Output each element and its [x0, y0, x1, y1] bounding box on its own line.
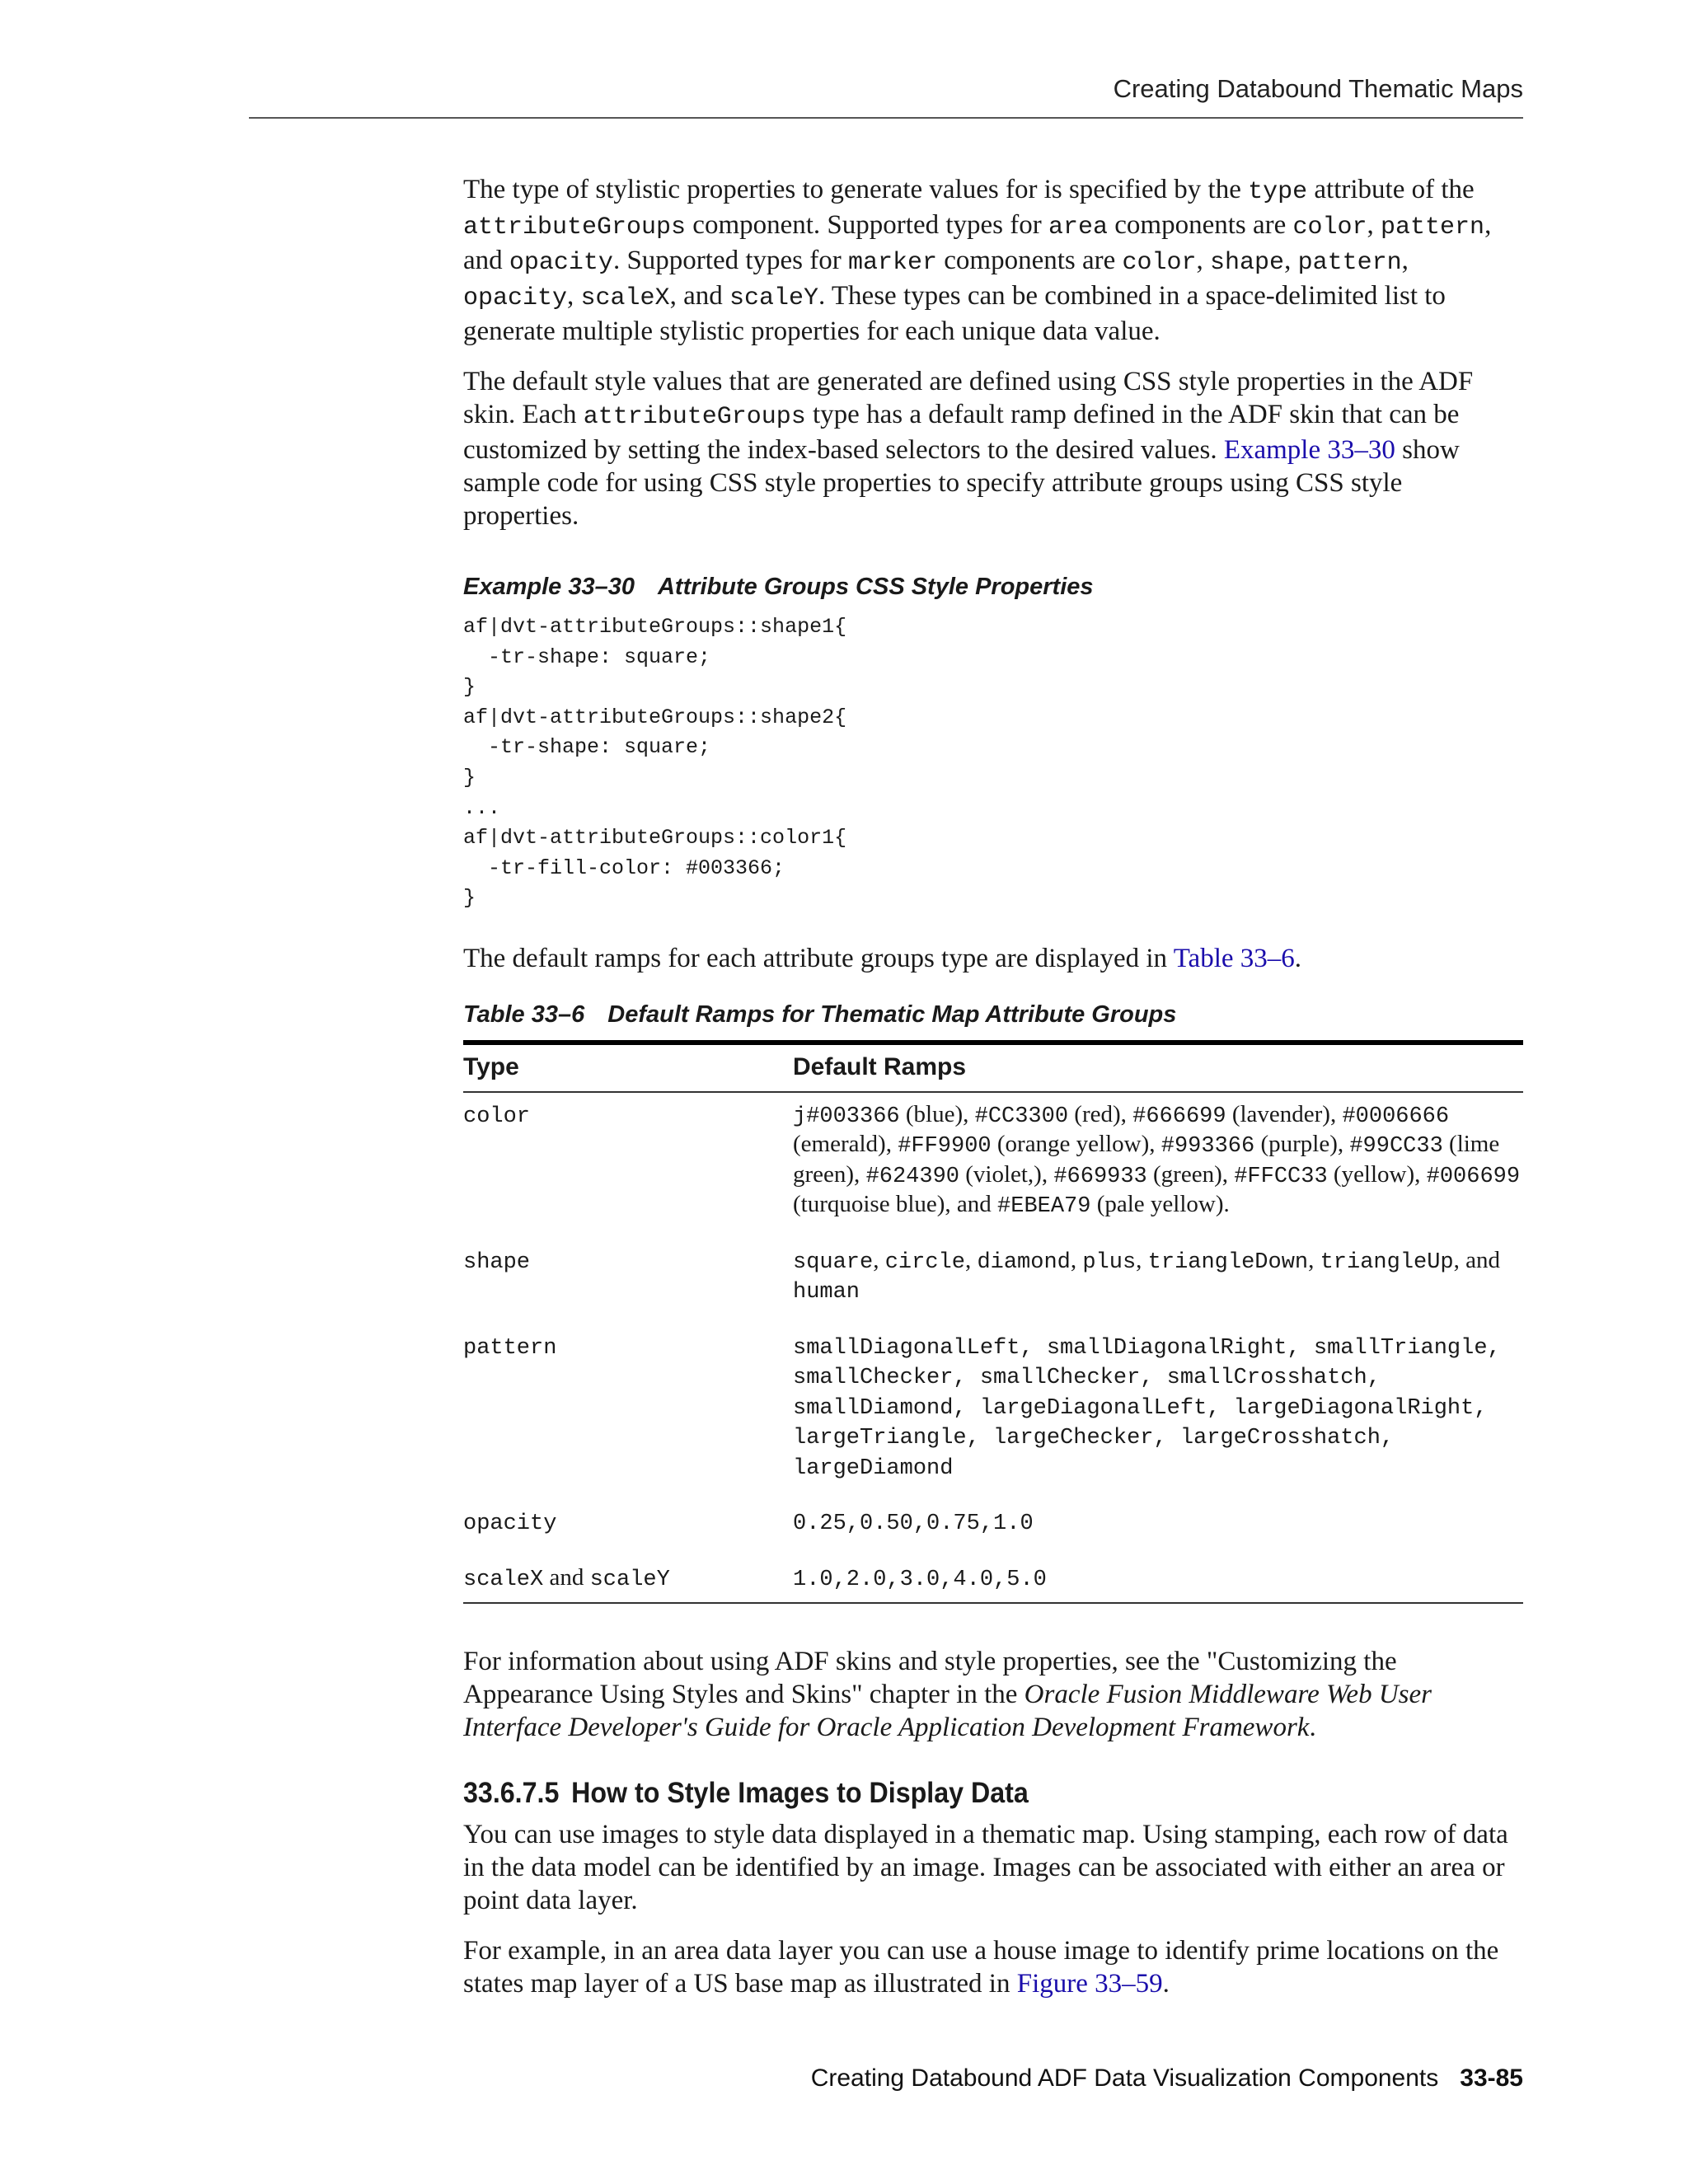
page-content [463, 173, 1523, 2018]
text: , [1196, 246, 1211, 275]
text: . [1309, 1713, 1316, 1743]
code-term: scaleY [729, 284, 818, 312]
color-code: #993366 [1160, 1134, 1255, 1160]
text: components are [937, 246, 1123, 275]
type-cell [463, 1324, 793, 1501]
paragraph-default-style-values [463, 365, 1523, 532]
code-term: color [1122, 249, 1197, 277]
color-code: #FF9900 [898, 1134, 992, 1160]
type-value: scaleX [463, 1567, 544, 1592]
text: , [1284, 246, 1298, 275]
text: , and [463, 210, 1492, 275]
type-cell [463, 1239, 793, 1324]
code-term: attributeGroups [583, 403, 806, 431]
text: . [1294, 943, 1302, 973]
text: . These types can be combined in a space-delimited list to generate multiple stylistic properties for each unique data value. [463, 281, 1446, 346]
shape-value: plus [1082, 1249, 1137, 1275]
ramp-cell [793, 1556, 1523, 1604]
text: , [567, 281, 581, 311]
color-desc: (violet,), [959, 1160, 1054, 1188]
text: The default style values that are generated are defined using CSS style properties in the ADF skin. Each [463, 367, 1474, 429]
code-term: opacity [463, 284, 568, 312]
type-value: opacity [463, 1511, 557, 1537]
text: type has a default ramp defined in the ADF skin that can be customized by setting the index-based selectors to the desired values. [463, 400, 1460, 465]
example-number: Example 33–30 [463, 574, 635, 600]
table-caption [463, 1001, 1523, 1029]
color-desc: (orange yellow), [991, 1131, 1161, 1158]
footer-title: Creating Databound ADF Data Visualization Components [810, 2064, 1439, 2092]
separator: , [873, 1246, 885, 1273]
text: show sample code for using CSS style properties to specify attribute groups using CSS style properties. [463, 435, 1460, 531]
table-title: Default Ramps for Thematic Map Attribute Groups [607, 1001, 1177, 1028]
example-title: Attribute Groups CSS Style Properties [657, 574, 1094, 600]
example-caption [463, 574, 1523, 601]
text: For information about using ADF skins and style properties, see the "Customizing the Appearance Using Styles and Skins" chapter in the [463, 1647, 1397, 1710]
text: attribute of the [1307, 175, 1475, 204]
type-value: pattern [463, 1335, 557, 1361]
ramp-cell [793, 1239, 1523, 1324]
table-row [463, 1324, 1523, 1501]
shape-value: triangleDown [1147, 1249, 1309, 1275]
paragraph-skins-reference [463, 1645, 1523, 1744]
text: . Supported types for [612, 246, 848, 275]
code-term: attributeGroups [463, 213, 687, 241]
default-ramps-table [463, 1040, 1523, 1605]
code-term: pattern [1297, 249, 1402, 277]
type-value: shape [463, 1249, 531, 1275]
paragraph-images-intro: You can use images to style data displayed in a thematic map. Using stamping, each row of data in the data model can be identified by an image. Images can be associated with either an area or point data layer. [463, 1820, 1508, 1916]
table-row [463, 1556, 1523, 1604]
type-value: color [463, 1104, 531, 1129]
shape-value: triangleUp [1320, 1249, 1454, 1275]
scale-values: 1.0,2.0,3.0,4.0,5.0 [793, 1567, 1047, 1592]
text: components are [1108, 210, 1293, 240]
separator: , [964, 1246, 978, 1273]
section-number: 33.6.7.5 [463, 1777, 560, 1810]
type-cell [463, 1092, 793, 1239]
ramp-cell [793, 1324, 1523, 1501]
color-code: j#003366 [793, 1104, 900, 1129]
table-row [463, 1239, 1523, 1324]
table-33-6-link[interactable]: Table 33–6 [1173, 943, 1295, 973]
separator: , [1308, 1246, 1320, 1273]
color-code: #669933 [1053, 1164, 1147, 1189]
color-desc: (green), [1146, 1160, 1235, 1188]
color-code: #0006666 [1342, 1104, 1450, 1129]
text: The default ramps for each attribute groups type are displayed in [463, 943, 1174, 973]
separator: , and [1453, 1246, 1501, 1273]
shape-value: square [793, 1249, 874, 1275]
pattern-values: smallDiagonalLeft, smallDiagonalRight, smallTriangle, smallChecker, smallChecker, smallCrosshatch, smallDiamond, largeDiagonalLeft, largeDiagonalRight, largeTriangle, largeChecker, largeCrosshatch, largeDiamond [793, 1335, 1501, 1481]
type-cell [463, 1500, 793, 1556]
color-code: #CC3300 [974, 1104, 1069, 1129]
type-cell [463, 1556, 793, 1604]
text: For example, in an area data layer you can use a house image to identify prime locations on the states map layer of a US base map as illustrated in [463, 1936, 1499, 1999]
code-term: shape [1210, 249, 1285, 277]
column-header-type: Type [463, 1043, 793, 1092]
paragraph-table-reference [463, 942, 1523, 975]
text: , [1401, 246, 1409, 275]
color-desc: (lime green), [793, 1131, 1500, 1188]
paragraph-example-house-image [463, 1934, 1523, 2000]
table-row [463, 1092, 1523, 1239]
table-row [463, 1500, 1523, 1556]
text: , and [669, 281, 729, 311]
color-code: #666699 [1132, 1104, 1226, 1129]
running-header-title: Creating Databound Thematic Maps [1113, 74, 1523, 103]
book-title: Oracle Fusion Middleware Web User Interface Developer's Guide for Oracle Application Development Framework [463, 1680, 1432, 1743]
type-value: scaleY [589, 1567, 670, 1592]
color-desc: (lavender), [1226, 1100, 1343, 1127]
shape-value: diamond [977, 1249, 1071, 1275]
shape-value: circle [884, 1249, 965, 1275]
running-header [249, 73, 1523, 119]
ramp-cell [793, 1092, 1523, 1239]
section-title: How to Style Images to Display Data [571, 1777, 1029, 1810]
code-term: pattern [1381, 213, 1485, 241]
code-example: af|dvt-attributeGroups::shape1{ -tr-shape: square; } af|dvt-attributeGroups::shape2{ -tr-shape: square; } ... af|dvt-attributeGroups::color1{ -tr-fill-color: #003366; } [463, 615, 847, 911]
example-33-30-link[interactable]: Example 33–30 [1223, 435, 1395, 465]
code-term: scaleX [580, 284, 670, 312]
text: The type of stylistic properties to generate values for is specified by the [463, 175, 1249, 204]
color-code: #EBEA79 [997, 1194, 1091, 1220]
color-desc: (purple), [1254, 1131, 1350, 1158]
color-desc: (yellow), [1327, 1160, 1427, 1188]
color-code: #FFCC33 [1234, 1164, 1328, 1189]
ramp-cell [793, 1500, 1523, 1556]
column-header-default-ramps: Default Ramps [793, 1043, 1523, 1092]
color-desc: (pale yellow). [1090, 1191, 1230, 1218]
code-term: marker [847, 249, 938, 277]
color-code: #99CC33 [1349, 1134, 1443, 1160]
color-desc: (emerald), [793, 1131, 898, 1158]
color-desc: (blue), [899, 1100, 975, 1127]
table-number: Table 33–6 [463, 1001, 585, 1028]
color-desc: (red), [1068, 1100, 1133, 1127]
text: component. Supported types for [686, 210, 1048, 240]
separator: and [543, 1563, 590, 1591]
page-number: 33-85 [1460, 2064, 1523, 2092]
color-code: #624390 [865, 1164, 959, 1189]
separator: , [1070, 1246, 1083, 1273]
paragraph-attribute-types [463, 173, 1523, 348]
running-footer [811, 2064, 1523, 2093]
text: , [1367, 210, 1381, 240]
shape-value: human [793, 1280, 860, 1305]
text: . [1162, 1969, 1170, 1999]
opacity-values: 0.25,0.50,0.75,1.0 [793, 1511, 1034, 1537]
figure-33-59-link[interactable]: Figure 33–59 [1016, 1969, 1163, 1999]
color-desc: (turquoise blue), and [793, 1191, 998, 1218]
code-term: color [1292, 213, 1367, 241]
section-heading [463, 1777, 1438, 1810]
code-term: opacity [509, 249, 613, 277]
code-term: type [1248, 178, 1308, 206]
separator: , [1136, 1246, 1148, 1273]
color-code: #006699 [1426, 1164, 1521, 1189]
code-term: area [1048, 213, 1108, 241]
table-header-row [463, 1043, 1523, 1092]
